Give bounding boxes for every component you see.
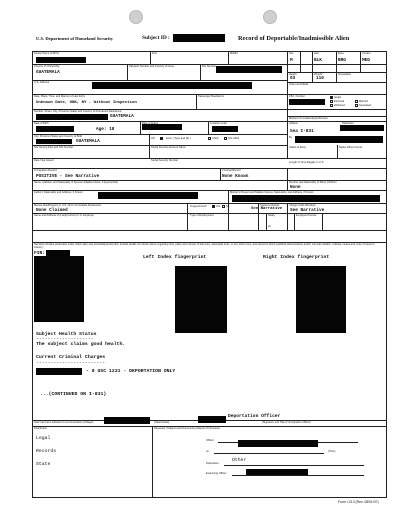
redacted-family-name: [36, 57, 86, 63]
redacted-foreign-residence: [36, 114, 108, 120]
lifted-checkbox[interactable]: [208, 137, 211, 140]
single-label: Single: [334, 96, 342, 99]
officer-field-label: Officer:: [206, 439, 215, 442]
method-location-label: Method of Location/Apprehension: [289, 117, 328, 120]
passport-label: Passport Number and Country of Issue: [129, 65, 174, 68]
citizenship-label: Country of Citizenship: [34, 65, 60, 68]
divorced-checkbox[interactable]: [330, 100, 333, 103]
first-name-label: First: [152, 52, 158, 55]
left-index-label: Left Index fingerprint: [143, 255, 207, 260]
mother-label: Mother's Present and Maiden Names, Nationality, and Address, if Known: [230, 191, 314, 194]
salary-label: Salary: [268, 214, 276, 217]
systems-checks-value: See Narrative: [251, 207, 283, 211]
cmplxn-value: MED: [362, 58, 370, 63]
agency-name: U.S. Department of Homeland Security: [36, 36, 114, 41]
passenger-boarded-label: Passenger Boarded at: [198, 95, 224, 98]
punch-hole-right: [263, 10, 277, 24]
distribution-records: Records: [36, 449, 57, 454]
minor-children-label: Number and Nationality of Minor Children: [289, 181, 337, 184]
dob-label: Date of Birth: [34, 122, 49, 125]
narrative-label: Narrative (Outline particulars under which alien was located/apprehended. Include details not shown above regarding time, place and manner of last entry, attempted entry, or any other entry, and elements which establish administrative and/or criminal violation. Indicate means and route of travel to interior.): [34, 243, 375, 250]
eyes-label: Eyes: [338, 52, 344, 55]
divorced-label: Divorced: [334, 100, 345, 103]
disposition-label: Disposition:: [206, 462, 220, 465]
received-label: Received: (Subject and Documents) (Report of Interview): [154, 427, 220, 430]
redacted-photo: [34, 256, 84, 322]
officer-title: Deportation Officer: [228, 414, 281, 419]
form-number: Form I-213 (Rev. 08/01/07): [338, 500, 379, 504]
criminal-record-label: Criminal Record: [222, 169, 241, 172]
at-near-label: At/Near: [289, 122, 298, 125]
not-lifted-checkbox[interactable]: [224, 137, 227, 140]
employer-label: Name and Address of (Last)(Current) U.S. Employer: [34, 214, 95, 217]
fbi-number-label: F.B.I. Number: [289, 95, 305, 98]
criminal-charges-text: - 8 USC 1231 - DEPORTATION ONLY: [86, 369, 176, 374]
widowed-label: Widowed: [334, 104, 345, 107]
redacted-fbi-number: [289, 99, 325, 105]
apprehended-value: Sea I-831: [290, 129, 314, 134]
fin-label: FIN:: [34, 251, 46, 256]
health-status-rule: --------------------: [36, 337, 94, 342]
occupation-label: Occupation: [338, 73, 352, 76]
father-label: Father's Nationality and Address, if Known: [34, 191, 83, 194]
separated-checkbox[interactable]: [355, 104, 358, 107]
charge-code-value: See Narrative: [290, 208, 325, 213]
not-lifted-label: Not Lifted: [228, 137, 240, 140]
time-label: (Time): [328, 450, 336, 453]
hair-value: BLK: [314, 58, 322, 63]
single-checkbox[interactable]: [330, 96, 333, 99]
subject-id-label: Subject ID :: [142, 35, 170, 41]
separated-label: Separated: [359, 104, 371, 107]
fingerprinted-yes-checkbox[interactable]: [212, 205, 215, 208]
redacted-received-officer: [238, 440, 318, 447]
redacted-subject-id: [173, 34, 225, 42]
status-entry-label: Status at Entry: [289, 146, 307, 149]
file-number-label: File Number: [202, 65, 217, 68]
lifted-label: Lifted: [212, 137, 219, 140]
redacted-dob: [36, 126, 74, 132]
redacted-date-of-action: [142, 124, 182, 130]
sex-value: M: [290, 58, 293, 63]
criminal-record-value: None Known: [222, 174, 249, 179]
on-label: on:: [206, 450, 210, 453]
birth-place-value: GUATEMALA: [76, 139, 100, 144]
redacted-location-code: [212, 126, 238, 132]
status-found-label: Status When Found: [339, 146, 362, 149]
examining-officer-label: Examining Officer:: [206, 472, 228, 475]
visa-issued-label: Date Visa Issued: [34, 159, 54, 162]
ssn-account-label: Social Security Account Name: [151, 146, 186, 149]
health-status-text: The subject claims good health.: [36, 342, 126, 347]
citizenship-value: GUATEMALA: [36, 70, 60, 75]
ar-checkbox[interactable]: [160, 137, 163, 140]
fingerprinted-label: Fingerprinted?: [190, 205, 207, 208]
redacted-left-fingerprint: [175, 266, 227, 333]
fingerprinted-yes-label: Yes: [216, 205, 221, 208]
redacted-officer-name: [198, 416, 226, 423]
distribution-label: Distribution: [34, 427, 47, 430]
advised-label: Alien has been advised of communication privileges: [34, 421, 94, 424]
redacted-birth-city: [36, 139, 72, 144]
widowed-checkbox[interactable]: [330, 104, 333, 107]
employed-from-label: Employed from/to: [296, 214, 317, 217]
immigration-record-value: POSITIVE - See Narrative: [36, 174, 100, 179]
right-index-label: Right Index fingerprint: [263, 255, 330, 260]
ssn-label: Social Security Number: [151, 159, 179, 162]
ar-label: AR: [151, 137, 155, 140]
property-label: Monies Due/Property in U.S. Not in Immediate Possession: [34, 204, 102, 207]
entry-value: Unknown Date, UNK, NY - Without Inspection: [36, 101, 137, 105]
height-label: Height: [289, 73, 297, 76]
redacted-date-hour: [340, 125, 384, 131]
redacted-us-address: [92, 82, 252, 89]
hair-label: Hair: [314, 52, 319, 55]
redacted-file-number: [216, 66, 282, 73]
birth-place-label: City, Province (State) and Country of Birth: [34, 135, 83, 138]
criminal-charges-rule: ------------------------: [36, 361, 106, 366]
family-name-label: Family Name (CAPS): [34, 52, 59, 55]
hr-label: Hr: [268, 225, 271, 228]
cmplxn-label: Cmplxn: [362, 52, 371, 55]
by-label: By: [289, 136, 293, 139]
charge-code-label: Charge Code Words(s): [289, 204, 316, 207]
criminal-charges-title: Current Criminal Charges: [36, 355, 106, 360]
continued-note: ...(CONTINUED ON I-831): [40, 392, 107, 397]
minor-children-value: None: [290, 185, 301, 190]
length-of-time-label: Length of Time Illegally in U.S.: [289, 161, 325, 164]
redacted-charge: [36, 368, 82, 375]
foreign-residence-label: Number, Street, City, Province (State) and Country of Permanent Residence: [34, 110, 122, 113]
fingerprinted-no-label: No: [226, 205, 230, 208]
date-initials-label: (Date/Initials): [154, 421, 170, 424]
fingerprinted-no-checkbox[interactable]: [222, 205, 225, 208]
redacted-date-initials: [104, 417, 150, 424]
weight-label: Weight: [314, 73, 323, 76]
redacted-father: [98, 192, 198, 199]
redacted-mother: [232, 195, 380, 202]
signature-label: (Signature and Title of Immigration Officer): [262, 421, 311, 424]
distribution-legal: Legal: [36, 436, 51, 441]
sex-label: Sex: [289, 52, 294, 55]
foreign-residence-value: GUATEMALA: [110, 114, 134, 119]
scars-marks-label: Scars and Marks: [289, 83, 309, 86]
weight-value: 110: [316, 76, 324, 81]
age-value: Age: 18: [96, 127, 115, 132]
form-title: Record of Deportable/Inadmissible Alien: [238, 35, 350, 42]
redacted-right-fingerprint: [296, 266, 346, 333]
height-value: 03: [290, 76, 296, 81]
punch-hole-left: [129, 10, 143, 24]
health-status-title: Subject Health Status: [36, 332, 97, 337]
niv-label: NIV Issuing Post and NIV Number: [34, 146, 74, 149]
property-value: None Claimed: [36, 208, 68, 213]
disposition-value: Other: [232, 458, 247, 463]
eyes-value: BRO: [338, 58, 346, 63]
location-code-label: Location Code: [210, 122, 227, 125]
spouse-label: Name, Address, and Nationality of Spouse (Maiden Name, if Appropriate): [34, 181, 119, 184]
form-type-label: Form: (Type and No.): [166, 137, 191, 140]
married-checkbox[interactable]: [355, 100, 358, 103]
redacted-by: [295, 136, 383, 143]
immigration-record-label: Immigration Record: [34, 169, 57, 172]
systems-checks-label: Systems Checks: [260, 204, 280, 207]
date-hour-label: Date/Hour: [342, 122, 354, 125]
entry-label: Date, Place, Time, and Manner of Last Entry: [34, 95, 86, 98]
married-label: Married: [359, 100, 368, 103]
distribution-state: State: [36, 462, 51, 467]
middle-name-label: Middle: [230, 52, 238, 55]
employment-type-label: Type of Employment: [190, 214, 214, 217]
us-address-label: U.S. Address: [34, 81, 50, 84]
